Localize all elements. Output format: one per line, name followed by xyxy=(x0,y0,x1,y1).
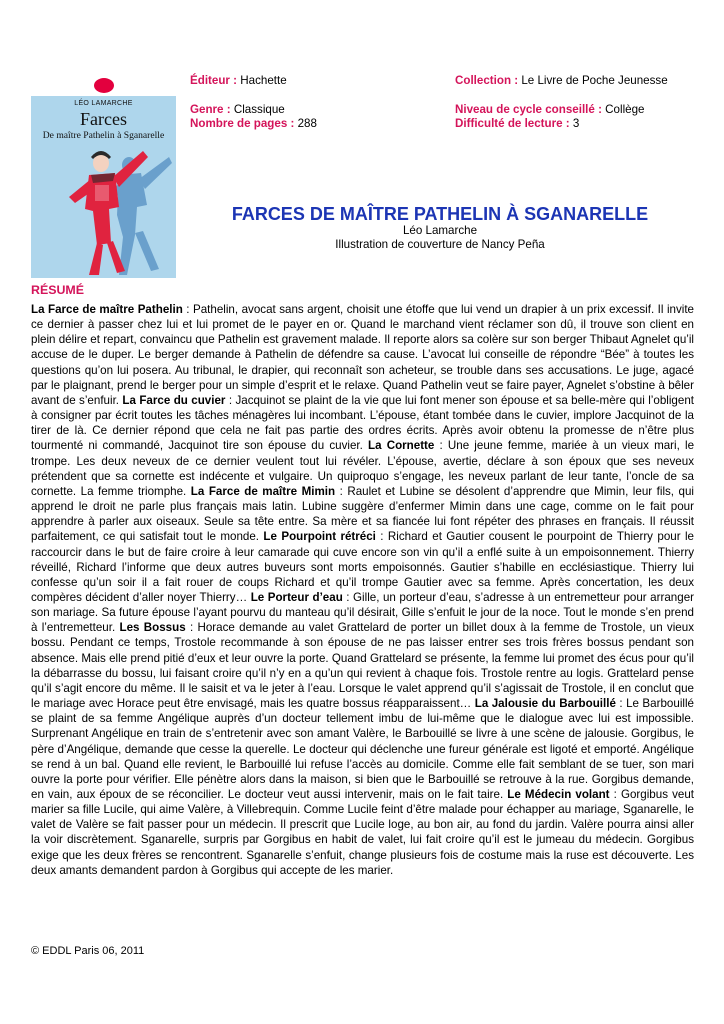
book-author: Léo Lamarche xyxy=(402,224,478,237)
meta-pages xyxy=(190,116,317,131)
meta-pages-label: Nombre de pages : xyxy=(190,117,295,130)
meta-niveau-label: Niveau de cycle conseillé : xyxy=(455,103,602,116)
summary-play-title: La Farce de maître Pathelin xyxy=(31,303,183,316)
meta-genre-value: Classique xyxy=(233,103,285,116)
meta-editeur-value: Hachette xyxy=(240,74,287,87)
summary-play-title: Les Bossus xyxy=(119,621,186,635)
summary-play-title: La Farce du cuvier xyxy=(122,393,226,407)
summary-text xyxy=(31,302,694,878)
summary-play-text: : Pathelin, avocat sans argent, choisit une étoffe que lui vend un drapier à un prix excessif. Il invite ce dernier à passer chez lui et lui promet de le payer en or. Quand le marchand vient réclamer son dû, il trouve son client en plein délire et repart, convaincu que Pathelin est gravement malade. Il reporte alors sa colère sur son berger Thibaut Agnelet qu’il accuse de le duper. Le berger demande à Pathelin de défendre sa cause. L’avocat lui conseille de répondre “Bée” à toutes les questions qu’on lui posera. Au tribunal, le drapier, qui reconnaît son acheteur, se trouble dans ses accusations. Le juge, agacé par le plaignant, prend le berger pour un simple d’esprit et le relaxe. Quand Pathelin veut se faire payer, Agnelet s’obstine à bêler avant de s’enfuir. xyxy=(31,303,695,407)
summary-play-text: : Horace demande au valet Grattelard de porter un billet doux à la femme de Trostole, un vieux bossu. Pendant ce temps, Trostole recommande à son épouse de ne pas laisser entrer ses trois frères bossus pendant son absence. Mais elle prend pitié d’eux et leur ouvre la porte. Quand Grattelard se présente, la femme lui promet des écus pour qu’il la débarrasse du bossu, lui faisant croire qu’il n’y en a qu’un qui revient à chaque fois. Trostole rentre au logis. Grattelard pense qu’il s’agit encore du même. Il le saisit et va le jeter à l’eau. Lorsque le valet apprend qu’il s’agissait de Trostole, il en conclut que le mariage avec Horace peut être envisagé, mais les quatre bossus réapparaissent… xyxy=(31,621,695,711)
book-cover-image xyxy=(31,73,176,278)
meta-genre-label: Genre : xyxy=(190,103,231,116)
summary-play-title: La Cornette xyxy=(368,439,435,453)
summary-play-text: : Raulet et Lubine se désolent d’apprendre que Mimin, leur fils, qui apprend le droit ne parle plus français mais latin. Lubine suggère d’enfermer Mimin dans une cage, comme on le fait pour apprendre à parler aux oiseaux. Seule sa tête entre. Sa mère et sa fiancée lui font répéter des phrases en français. Il réussit parfaitement, ce qui satisfait tout le monde. xyxy=(31,484,695,544)
cover-author: LÉO LAMARCHE xyxy=(74,100,133,107)
meta-difficulte-label: Difficulté de lecture : xyxy=(455,117,570,130)
summary-play-text: : Gorgibus veut marier sa fille Lucile, qui aime Valère, à Villebrequin. Comme Lucile feint d’être malade pour échapper au mariage, Sganarelle, le valet de Valère se fait passer pour un médecin. Il prescrit que Lucile loge, au bon air, au fond du jardin. Valère pourra ainsi aller la voir discrètement. Sganarelle, surpris par Gorgibus en habit de valet, lui fait croire qu’il est le jumeau du médecin. Gorgibus exige que les deux frères se rencontrent. Sganarelle s’enfuit, change plusieurs fois de costume mais la ruse est découverte. Les deux amants demandent pardon à Gorgibus qui accepte de les marier. xyxy=(31,788,694,877)
cover-subtitle: De maître Pathelin à Sganarelle xyxy=(42,130,165,141)
summary-play-title: La Farce de maître Mimin xyxy=(190,484,336,498)
meta-niveau-value: Collège xyxy=(605,103,645,116)
book-title: FARCES DE MAÎTRE PATHELIN À SGANARELLE xyxy=(231,204,649,224)
summary-play-title: Le Porteur d’eau xyxy=(250,590,343,604)
summary-play-text: : Richard et Gautier cousent le pourpoint de Thierry pour le raccourcir dans le but de faire croire à leur camarade qui cuve encore son vin qu’il a enflé suite à un empoisonnement. Thierry réveillé, Richard l’informe que deux autres buveurs sont morts empoisonnés. Gautier s’habille en ecclésiastique. Thierry lui confesse qu’un soir il a fait rouer de coups Richard et qu’il trompe Gautier avec sa femme. Après concertation, les deux compères décident d’aller noyer Thierry… xyxy=(31,530,694,604)
meta-pages-value: 288 xyxy=(297,117,317,130)
resume-heading: RÉSUMÉ xyxy=(31,283,85,297)
meta-editeur-label: Éditeur : xyxy=(190,74,238,87)
summary-play-text: : Jacquinot se plaint de la vie que lui font mener son épouse et sa belle-mère qui l’obligent à consigner par écrit toutes les tâches ménagères lui incombant. L’épouse, étant tombée dans le cuvier, implore Jacquinot de la tirer de là. Ce dernier répond que cela ne fait pas partie des ordres écrits. Après avoir obtenu la promesse de n’être plus tourmenté ni commandé, Jacquinot tire son épouse du cuvier. xyxy=(31,393,694,453)
meta-editeur xyxy=(190,73,287,88)
footer-copyright: © EDDL Paris 06, 2011 xyxy=(31,945,145,957)
meta-difficulte-value: 3 xyxy=(572,117,580,130)
cover-illustration xyxy=(31,145,176,278)
cover-title: Farces xyxy=(80,109,127,129)
meta-collection-value: Le Livre de Poche Jeunesse xyxy=(521,74,668,87)
meta-difficulte xyxy=(455,116,579,131)
summary-play-text: : Une jeune femme, mariée à un vieux mari, le trompe. Les deux neveux de ce dernier veulent tout lui révéler. L’épouse, avertie, déclare à son époux que ses neveux prétendent que sa cornette est indécente et vulgaire. Un quiproquo s’engage, les neveux parlant de leur tante, l’oncle de sa cornette. La femme triomphe. xyxy=(31,439,695,498)
meta-collection xyxy=(455,73,668,88)
meta-niveau xyxy=(455,102,645,117)
summary-play-title: Le Médecin volant xyxy=(507,788,610,801)
summary-play-text: : Le Barbouillé se plaint de sa femme Angélique auprès d’un docteur tellement imbu de lui-même que le dialogue avec lui est impossible. Surprenant Angélique en train de s’entretenir avec son amant Valère, le Barbouillé se livre à une scène de jalousie. Gorgibus, le père d’Angélique, demande que cesse la querelle. Le docteur qui déclenche une fureur générale est ligoté et emporté. Angélique se rend à un bal. Quand elle revient, le Barbouillé lui refuse l’accès au domicile. Comme elle fait semblant de se tuer, son mari ouvre la porte pour vérifier. Elle pénètre alors dans la maison, si bien que le Barbouillé se retrouve à la rue. Gorgibus demande, en vain, aux époux de se réconcilier. Le docteur veut aussi intervenir, mais on le fait taire. xyxy=(31,697,694,801)
publisher-logo xyxy=(94,78,114,93)
summary-play-text: : Gille, un porteur d’eau, s’adresse à un entremetteur pour arranger son mariage. Sa future épouse l’ayant pourvu du manteau qu’il désirait, Gille s’enfuit le jour de la noce. Tout le monde s’en prend à l’entremetteur. xyxy=(31,590,695,635)
meta-collection-label: Collection : xyxy=(455,74,519,87)
summary-play-title: Le Pourpoint rétréci xyxy=(263,530,376,544)
cover-illustrator: Illustration de couverture de Nancy Peña xyxy=(335,238,545,251)
meta-genre xyxy=(190,102,285,117)
summary-play-title: La Jalousie du Barbouillé xyxy=(474,697,616,711)
